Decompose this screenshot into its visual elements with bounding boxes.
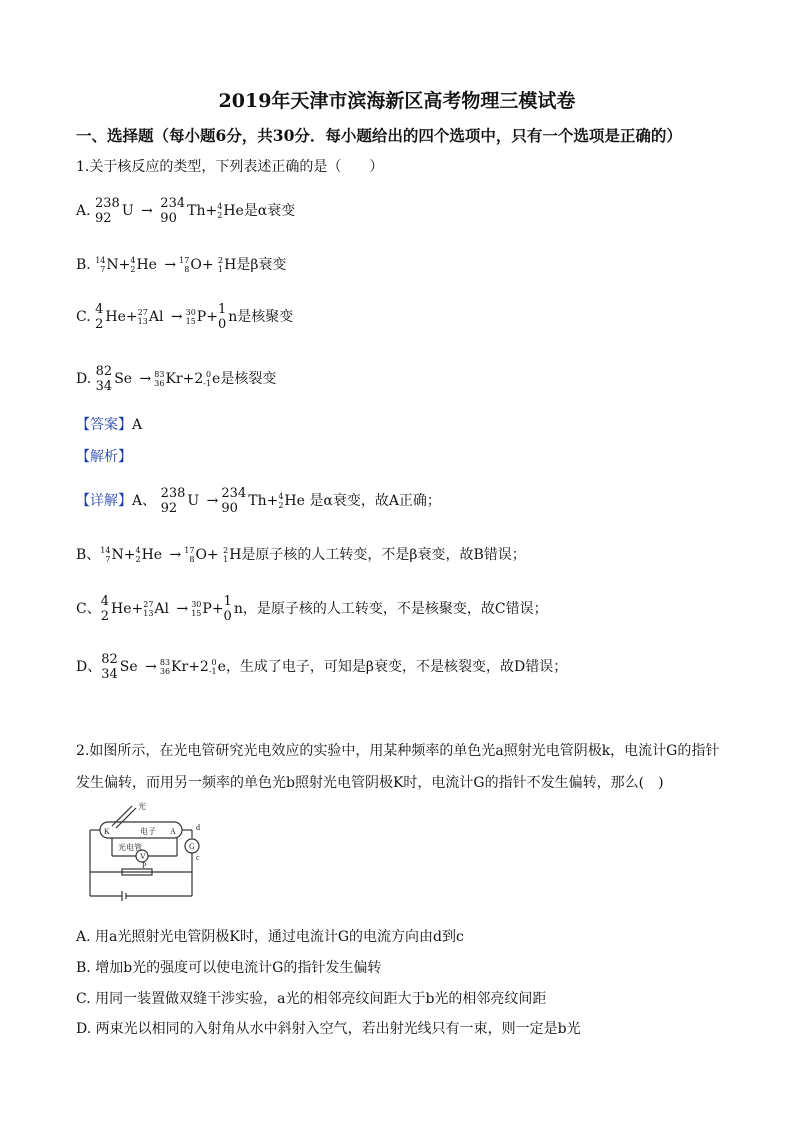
- page-title: 2019年天津市滨海新区高考物理三模试卷: [218, 90, 576, 112]
- plus-sign: +: [211, 601, 224, 617]
- q1-option-c: [76, 302, 293, 332]
- q2-option-b: B. 增加b光的强度可以使电流计G的指针发生偏转: [76, 960, 382, 976]
- nuclide-Kr-symbol: Kr: [165, 371, 183, 387]
- nuclide-He-index: 4 2: [217, 202, 223, 220]
- q1-option-d: [76, 364, 276, 394]
- reaction-arrow: →: [139, 371, 152, 387]
- detail-label: D、: [76, 659, 102, 675]
- plus-sign: +: [206, 547, 219, 563]
- q1-option-b: [76, 254, 286, 274]
- detail-tail: ，生成了电子，可知是β衰变，不是核裂变，故D错误；: [225, 659, 568, 675]
- nuclide-He-symbol: He: [284, 493, 305, 509]
- detail-label: C、: [76, 601, 101, 617]
- nuclide-Se-symbol: Se: [119, 659, 138, 675]
- nuclide-He-symbol: He: [136, 257, 157, 273]
- nuclide-e-index: 0 -1: [208, 658, 217, 676]
- label-electron: 电子: [140, 827, 156, 836]
- detail-a: [76, 486, 441, 516]
- detail-tail: 是原子核的人工转变，不是β衰变，故B错误；: [241, 547, 526, 563]
- question-1-stem: 1.关于核反应的类型，下列表述正确的是（ ）: [76, 159, 384, 175]
- plus-sign: +: [266, 493, 279, 509]
- option-tail: 是核裂变: [220, 371, 277, 387]
- nuclide-He-index: 4 2: [278, 492, 284, 510]
- nuclide-U-symbol: U: [187, 493, 200, 509]
- option-label: B.: [76, 257, 91, 273]
- nuclide-He-index: 4 2: [135, 546, 141, 564]
- nuclide-e-symbol: e: [212, 371, 221, 387]
- nuclide-e-index: 0 -1: [203, 370, 212, 388]
- section-heading: 一、选择题（每小题6分，共30分．每小题给出的四个选项中，只有一个选项是正确的）: [76, 126, 682, 145]
- nuclide-Al-index: 27 13: [143, 600, 154, 618]
- label-tube: 光电管: [118, 843, 142, 852]
- nuclide-H-index: 2 1: [218, 256, 224, 274]
- nuclide-O-symbol: O: [195, 547, 207, 563]
- photoelectric-circuit-figure: [82, 800, 222, 905]
- nuclide-Se-index: 82 34: [101, 652, 118, 682]
- nuclide-U-index: 238 92: [95, 196, 120, 226]
- reaction-arrow: →: [164, 257, 177, 273]
- plus-two: +2: [188, 659, 209, 675]
- answer-tag: 【答案】: [76, 417, 132, 433]
- nuclide-Kr-index: 83 36: [159, 658, 171, 676]
- answer-line: [76, 414, 142, 434]
- nuclide-He-symbol: He: [141, 547, 163, 563]
- detail-c: [76, 594, 548, 624]
- nuclide-N-index: 14 7: [95, 256, 106, 274]
- nuclide-O-index: 17 8: [179, 256, 190, 274]
- label-K: K: [104, 827, 110, 836]
- nuclide-e-symbol: e: [217, 659, 226, 675]
- nuclide-N-symbol: N: [111, 547, 124, 563]
- nuclide-He-index: 4 2: [95, 302, 104, 332]
- option-label: A.: [76, 203, 91, 219]
- label-c: c: [196, 853, 200, 862]
- reaction-arrow: →: [141, 203, 153, 219]
- nuclide-U-index: 238 92: [160, 486, 186, 516]
- q1-option-a: [76, 196, 295, 226]
- nuclide-Kr-symbol: Kr: [171, 659, 189, 675]
- nuclide-P-index: 30 15: [191, 600, 202, 618]
- detail-label: B、: [76, 547, 101, 563]
- nuclide-U-symbol: U: [121, 203, 134, 219]
- plus-sign: +: [123, 547, 136, 563]
- answer-value: A: [132, 417, 143, 433]
- nuclide-P-index: 30 15: [185, 308, 196, 326]
- nuclide-H-index: 2 1: [223, 546, 229, 564]
- nuclide-H-symbol: H: [224, 257, 237, 273]
- option-tail: 是核聚变: [237, 309, 294, 325]
- q2-option-d: D. 两束光以相同的入射角从水中斜射入空气，若出射光线只有一束，则一定是b光: [76, 1021, 581, 1037]
- nuclide-He-index: 4 2: [100, 594, 109, 624]
- label-A: A: [170, 827, 176, 836]
- nuclide-Se-symbol: Se: [114, 371, 133, 387]
- plus-sign: +: [205, 203, 218, 219]
- detail-tail: 是α衰变，故A正确；: [304, 493, 441, 509]
- label-d: d: [196, 823, 200, 832]
- reaction-arrow: →: [169, 547, 182, 563]
- plus-sign: +: [206, 309, 218, 325]
- nuclide-n-index: 1 0: [223, 594, 232, 624]
- option-label: C.: [76, 309, 91, 325]
- label-light: 光: [138, 802, 146, 811]
- reaction-arrow: →: [176, 601, 189, 617]
- nuclide-O-symbol: O: [190, 257, 202, 273]
- detail-b: [76, 544, 526, 564]
- nuclide-Al-symbol: Al: [154, 601, 170, 617]
- nuclide-Th-index: 234 90: [221, 486, 247, 516]
- analysis-tag: 【解析】: [76, 449, 132, 465]
- nuclide-Al-symbol: Al: [148, 309, 164, 325]
- q2-option-a: A. 用a光照射光电管阴极K时，通过电流计G的电流方向由d到c: [76, 929, 464, 945]
- reaction-arrow: →: [206, 493, 219, 509]
- nuclide-P-symbol: P: [202, 601, 212, 617]
- nuclide-Th-index: 234 90: [160, 196, 186, 226]
- nuclide-n-symbol: n: [228, 309, 238, 325]
- nuclide-N-symbol: N: [106, 257, 119, 273]
- question-2-stem-line1: 2.如图所示，在光电管研究光电效应的实验中，用某种频率的单色光a照射光电管阴极k，电流计G的指针: [76, 743, 720, 759]
- nuclide-H-symbol: H: [229, 547, 242, 563]
- reaction-arrow: →: [145, 659, 157, 675]
- option-tail: 是α衰变: [243, 203, 296, 219]
- plus-two: +2: [182, 371, 204, 387]
- question-2-stem-line2: 发生偏转，而用另一频率的单色光b照射光电管阴极K时，电流计G的指针不发生偏转，那么( ): [76, 775, 664, 791]
- nuclide-He-symbol: He: [111, 601, 132, 617]
- option-label: D.: [76, 371, 92, 387]
- label-G: G: [189, 842, 195, 851]
- q2-option-c: C. 用同一装置做双缝干涉实验，a光的相邻亮纹间距大于b光的相邻亮纹间距: [76, 991, 547, 1007]
- nuclide-He-index: 4 2: [130, 256, 136, 274]
- reaction-arrow: →: [170, 309, 183, 325]
- label-V: V: [140, 852, 146, 861]
- nuclide-n-symbol: n: [233, 601, 243, 617]
- nuclide-N-index: 14 7: [100, 546, 111, 564]
- detail-tail: ，是原子核的人工转变，不是核聚变，故C错误；: [242, 601, 548, 617]
- nuclide-Th-symbol: Th: [187, 203, 206, 219]
- nuclide-Kr-index: 83 36: [154, 370, 165, 388]
- plus-sign: +: [118, 257, 131, 273]
- nuclide-O-index: 17 8: [184, 546, 195, 564]
- nuclide-He-symbol: He: [105, 309, 126, 325]
- light-ray: [116, 808, 136, 828]
- plus-sign: +: [201, 257, 214, 273]
- detail-d: [76, 652, 567, 682]
- nuclide-Se-index: 82 34: [95, 364, 113, 394]
- label-P: P: [142, 861, 147, 870]
- plus-sign: +: [125, 309, 138, 325]
- nuclide-Th-symbol: Th: [248, 493, 267, 509]
- detail-tag: 【详解】: [76, 493, 132, 509]
- option-tail: 是β衰变: [236, 257, 287, 273]
- nuclide-Al-index: 27 13: [137, 308, 148, 326]
- plus-sign: +: [131, 601, 144, 617]
- detail-label: A、: [132, 493, 157, 509]
- light-ray: [112, 806, 132, 826]
- nuclide-n-index: 1 0: [217, 302, 227, 332]
- nuclide-He-symbol: He: [223, 203, 244, 219]
- nuclide-P-symbol: P: [196, 309, 207, 325]
